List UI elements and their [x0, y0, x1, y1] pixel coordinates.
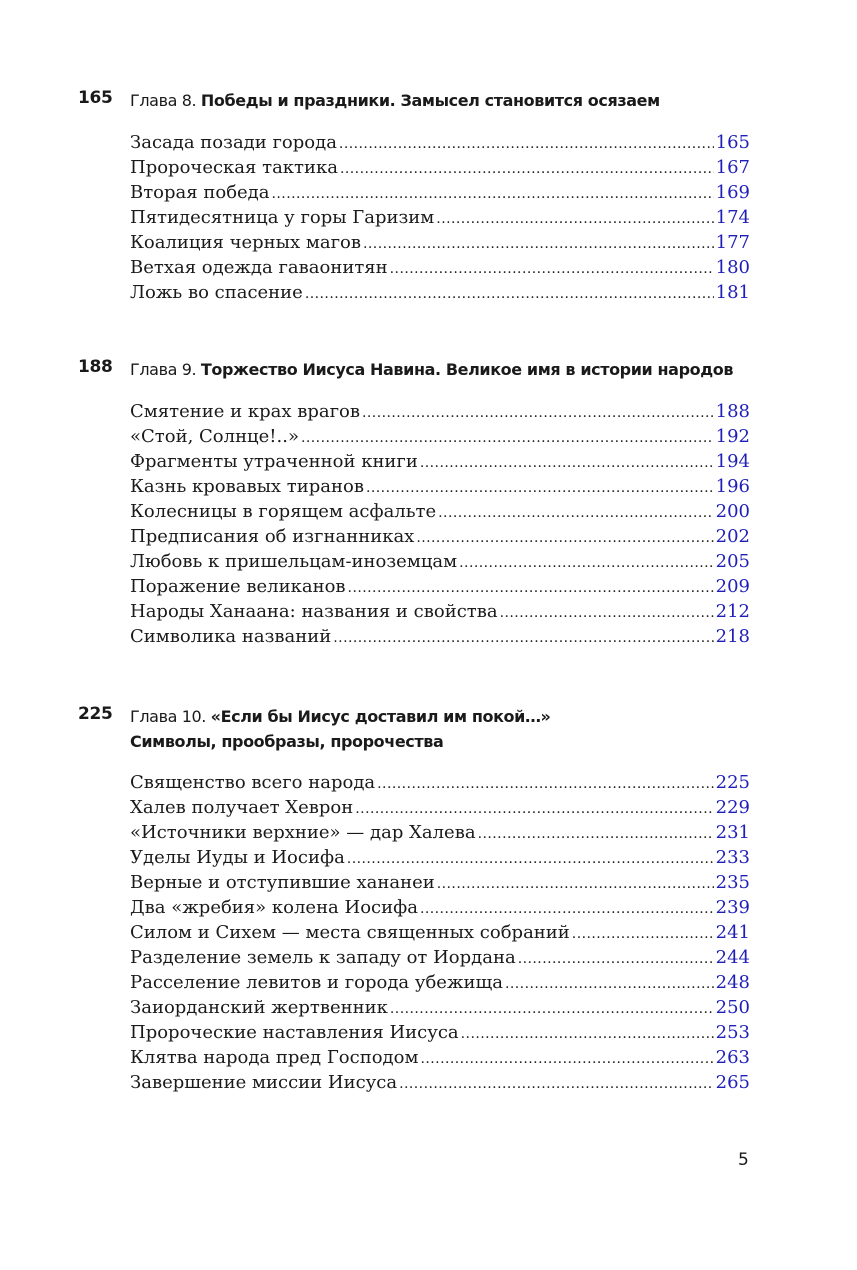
dot-leader [505, 970, 714, 997]
chapter-start-page: 225 [78, 704, 113, 724]
toc-entry-page-link[interactable]: 180 [715, 257, 750, 278]
toc-entry[interactable] [130, 770, 750, 795]
toc-entry[interactable] [130, 870, 750, 895]
toc-entry[interactable] [130, 1070, 750, 1095]
toc-entry-page-link[interactable]: 263 [715, 1047, 750, 1068]
toc-entry[interactable] [130, 180, 750, 205]
toc-entry[interactable] [130, 549, 750, 574]
toc-entry-page-link[interactable]: 218 [715, 626, 750, 647]
dot-leader [436, 205, 713, 232]
toc-entry-page-link[interactable]: 250 [715, 997, 750, 1018]
toc-entry-page-link[interactable]: 188 [715, 401, 750, 422]
dot-leader [362, 399, 714, 426]
toc-entry-title: Вторая победа [130, 182, 270, 203]
toc-entry-title: Фрагменты утраченной книги [130, 451, 418, 472]
dot-leader [390, 255, 714, 282]
toc-entry-title: Клятва народа пред Господом [130, 1047, 419, 1068]
toc-entry[interactable] [130, 995, 750, 1020]
dot-leader [420, 1045, 713, 1072]
dot-leader [305, 280, 714, 307]
toc-entry[interactable] [130, 1020, 750, 1045]
toc-entry-title: Смятение и крах врагов [130, 401, 360, 422]
toc-entry-title: Пятидесятница у горы Гаризим [130, 207, 435, 228]
chapter-label: Глава 10. [130, 707, 206, 726]
chapter-8 [0, 88, 857, 303]
toc-entry-title: Ложь во спасение [130, 282, 303, 303]
toc-entry[interactable] [130, 255, 750, 280]
toc-entry-page-link[interactable]: 167 [715, 157, 750, 178]
toc-entry-page-link[interactable]: 177 [715, 232, 750, 253]
toc-entry-page-link[interactable]: 169 [715, 182, 750, 203]
toc-entry-title: Заиорданский жертвенник [130, 997, 388, 1018]
chapter-label: Глава 8. [130, 91, 197, 110]
toc-entry-page-link[interactable]: 225 [715, 772, 750, 793]
toc-entry[interactable] [130, 474, 750, 499]
dot-leader [340, 155, 714, 182]
dot-leader [420, 449, 714, 476]
toc-entry-title: Завершение миссии Иисуса [130, 1072, 398, 1093]
dot-leader [459, 549, 714, 576]
toc-entry-title: Уделы Иуды и Иосифа [130, 847, 345, 868]
toc-entry-page-link[interactable]: 192 [715, 426, 750, 447]
chapter-heading [0, 357, 857, 387]
dot-leader [333, 624, 713, 651]
toc-entry-page-link[interactable]: 165 [715, 132, 750, 153]
toc-entry-title: Народы Ханаана: названия и свойства [130, 601, 498, 622]
toc-entry[interactable] [130, 920, 750, 945]
toc-entry-title: Засада позади города [130, 132, 337, 153]
toc-entry-title: Колесницы в горящем асфальте [130, 501, 437, 522]
toc-entries [130, 399, 750, 649]
dot-leader [438, 499, 714, 526]
toc-entry[interactable] [130, 205, 750, 230]
chapter-label: Глава 9. [130, 360, 197, 379]
chapter-subtitle: Символы, прообразы, пророчества [130, 732, 444, 751]
toc-entry-title: Казнь кровавых тиранов [130, 476, 364, 497]
chapter-title-text: «Если бы Иисус доставил им покой…» [210, 707, 551, 726]
toc-entry-title: Силом и Сихем — места священных собраний [130, 922, 570, 943]
toc-entry-page-link[interactable]: 253 [715, 1022, 750, 1043]
dot-leader [347, 845, 714, 872]
dot-leader [390, 995, 714, 1022]
dot-leader [478, 820, 714, 847]
chapter-9 [0, 357, 857, 647]
toc-entry-page-link[interactable]: 209 [715, 576, 750, 597]
toc-entry-page-link[interactable]: 196 [715, 476, 750, 497]
toc-entry-title: Два «жребия» колена Иосифа [130, 897, 418, 918]
dot-leader [348, 574, 714, 601]
toc-entry-page-link[interactable]: 241 [715, 922, 750, 943]
toc-entry[interactable] [130, 845, 750, 870]
toc-entry[interactable] [130, 230, 750, 255]
chapter-heading [0, 704, 857, 751]
toc-entries [130, 770, 750, 1095]
dot-leader [355, 795, 713, 822]
toc-entry-title: Верные и отступившие хананеи [130, 872, 435, 893]
dot-leader [377, 770, 714, 797]
chapter-heading [0, 88, 857, 118]
toc-entry[interactable] [130, 399, 750, 424]
dot-leader [500, 599, 714, 626]
dot-leader [416, 524, 713, 551]
toc-entry[interactable] [130, 449, 750, 474]
toc-entry-title: Ветхая одежда гаваонитян [130, 257, 388, 278]
toc-entry-page-link[interactable]: 235 [715, 872, 750, 893]
toc-entry-page-link[interactable]: 231 [715, 822, 750, 843]
toc-entry-title: Пророческая тактика [130, 157, 338, 178]
toc-entry[interactable] [130, 499, 750, 524]
toc-entry-page-link[interactable]: 265 [715, 1072, 750, 1093]
dot-leader [301, 424, 714, 451]
toc-entry-title: Расселение левитов и города убежища [130, 972, 503, 993]
toc-entry[interactable] [130, 524, 750, 549]
toc-entry-page-link[interactable]: 181 [715, 282, 750, 303]
toc-entry[interactable] [130, 155, 750, 180]
dot-leader [339, 130, 714, 157]
toc-entry-title: «Стой, Солнце!..» [130, 426, 299, 447]
toc-entry-title: Халев получает Хеврон [130, 797, 354, 818]
toc-entry-title: Предписания об изгнанниках [130, 526, 415, 547]
toc-entry-page-link[interactable]: 212 [715, 601, 750, 622]
toc-entry-page-link[interactable]: 233 [715, 847, 750, 868]
toc-entry[interactable] [130, 130, 750, 155]
toc-entry-title: Поражение великанов [130, 576, 346, 597]
chapter-title [130, 704, 790, 754]
toc-entry-title: Пророческие наставления Иисуса [130, 1022, 459, 1043]
toc-entry-page-link[interactable]: 239 [715, 897, 750, 918]
dot-leader [572, 920, 714, 947]
toc-entry[interactable] [130, 599, 750, 624]
toc-entry[interactable] [130, 424, 750, 449]
toc-entry[interactable] [130, 280, 750, 305]
chapter-title-text: Победы и праздники. Замысел становится осязаем [200, 91, 660, 110]
toc-entry-page-link[interactable]: 200 [715, 501, 750, 522]
toc-entry-title: Священство всего народа [130, 772, 376, 793]
dot-leader [363, 230, 714, 257]
toc-entry-title: Разделение земель к западу от Иордана [130, 947, 516, 968]
toc-entry-page-link[interactable]: 205 [715, 551, 750, 572]
chapter-10 [0, 704, 857, 1093]
toc-entry[interactable] [130, 820, 750, 845]
page-number: 5 [738, 1150, 749, 1170]
chapter-title [130, 357, 790, 382]
dot-leader [399, 1070, 714, 1097]
dot-leader [420, 895, 714, 922]
toc-entry[interactable] [130, 945, 750, 970]
toc-entry-page-link[interactable]: 248 [715, 972, 750, 993]
toc-entry-page-link[interactable]: 229 [715, 797, 750, 818]
toc-entry-title: «Источники верхние» — дар Халева [130, 822, 476, 843]
dot-leader [518, 945, 714, 972]
chapter-title-text: Торжество Иисуса Навина. Великое имя в истории народов [200, 360, 734, 379]
toc-entry[interactable] [130, 574, 750, 599]
toc-entry[interactable] [130, 624, 750, 649]
dot-leader [272, 180, 714, 207]
toc-entry-page-link[interactable]: 174 [715, 207, 750, 228]
chapter-title [130, 88, 790, 113]
toc-entry-page-link[interactable]: 244 [715, 947, 750, 968]
toc-entry-title: Любовь к пришельцам-иноземцам [130, 551, 458, 572]
toc-entry[interactable] [130, 1045, 750, 1070]
toc-entry[interactable] [130, 895, 750, 920]
chapter-start-page: 188 [78, 357, 113, 377]
dot-leader [461, 1020, 714, 1047]
toc-entry-title: Коалиция черных магов [130, 232, 361, 253]
dot-leader [366, 474, 714, 501]
toc-entries [130, 130, 750, 305]
toc-entry[interactable] [130, 795, 750, 820]
toc-entry-title: Символика названий [130, 626, 332, 647]
chapter-start-page: 165 [78, 88, 113, 108]
dot-leader [437, 870, 714, 897]
toc-entry-page-link[interactable]: 194 [715, 451, 750, 472]
toc-entry[interactable] [130, 970, 750, 995]
toc-entry-page-link[interactable]: 202 [715, 526, 750, 547]
